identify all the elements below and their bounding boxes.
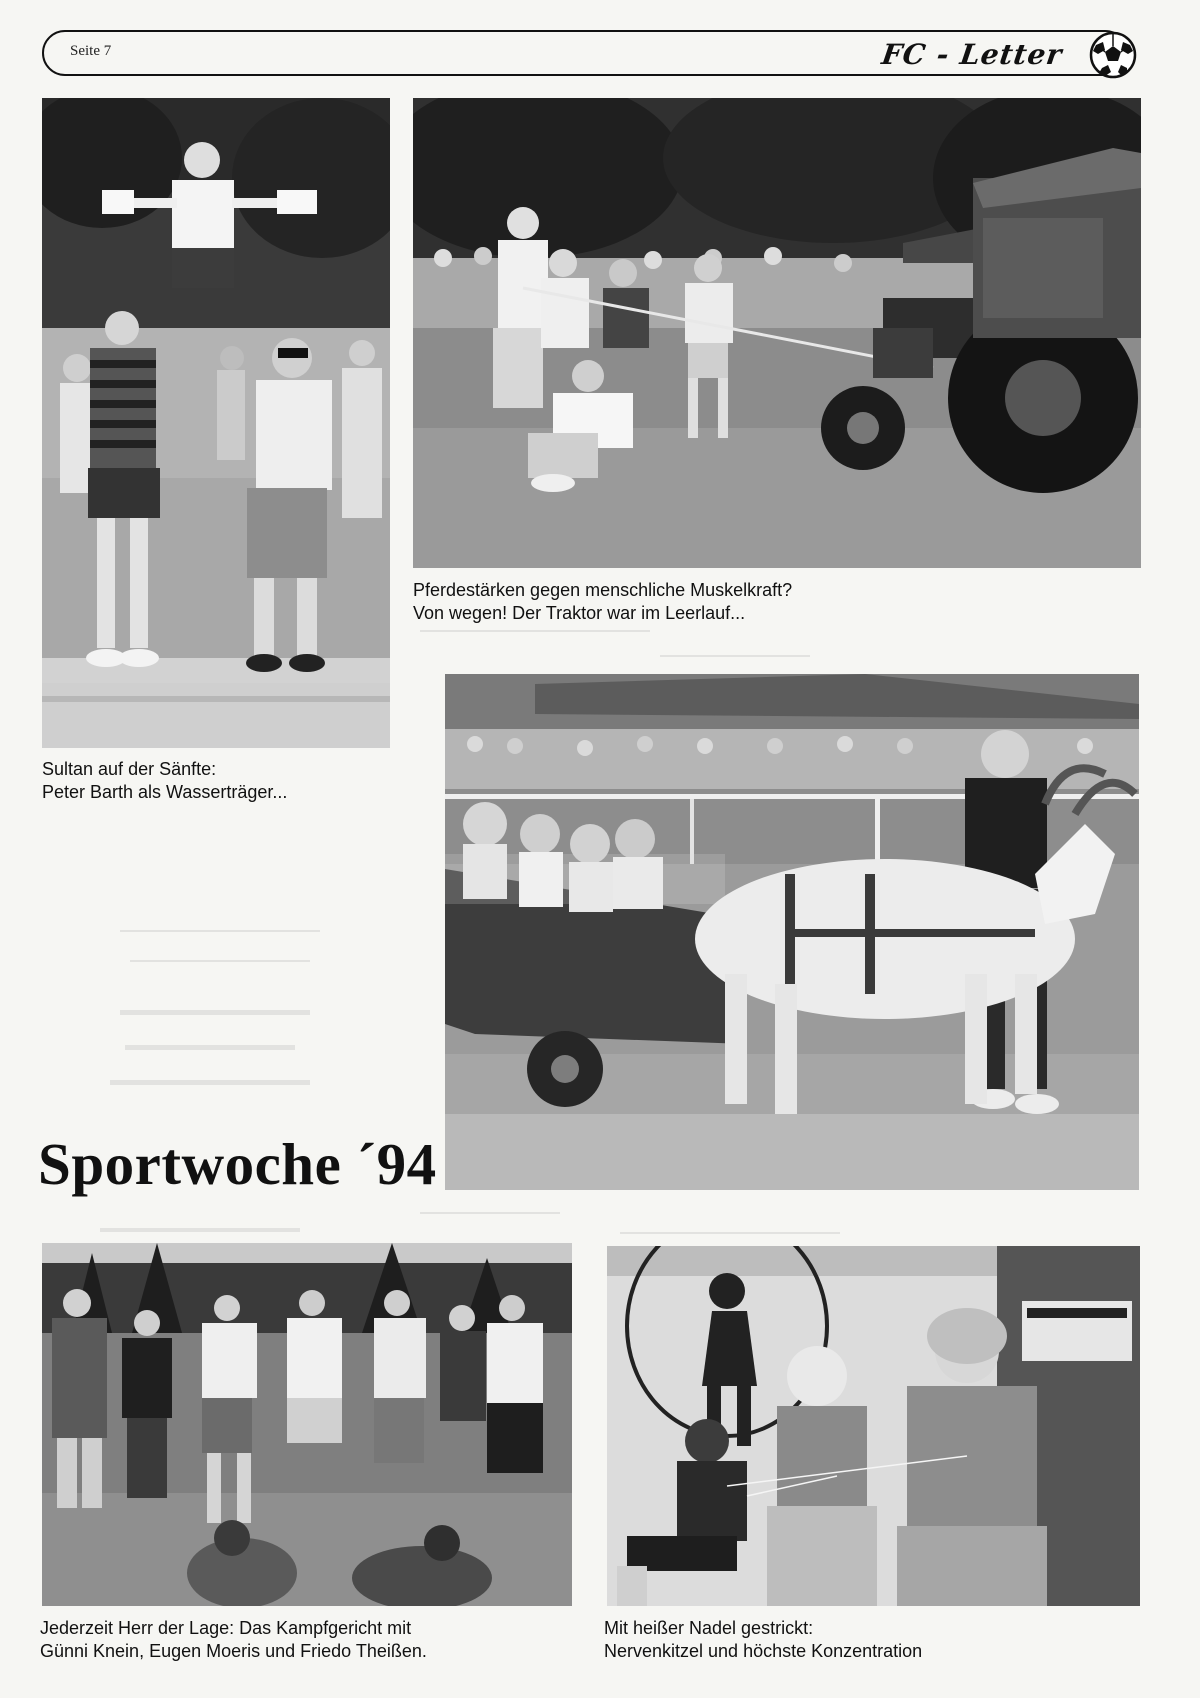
bleed-through-line [620,1232,840,1234]
bleed-through-line [125,1045,295,1050]
bleed-through-line [120,1010,310,1015]
bleed-through-line [130,960,310,962]
caption-sultan [42,758,287,804]
photo-knitting [607,1246,1140,1606]
caption-line: Nervenkitzel und höchste Konzentration [604,1641,923,1661]
bleed-through-text [150,895,156,921]
caption-line: Peter Barth als Wasserträger... [42,782,288,802]
bleed-through-line [420,1212,560,1214]
bleed-through-line [120,930,320,932]
caption-line: Sultan auf der Sänfte: [42,759,217,779]
caption-line: Pferdestärken gegen menschliche Muskelkraft? [413,580,793,600]
caption-kampfgericht [40,1617,427,1663]
caption-line: Günni Knein, Eugen Moeris und Friedo Theißen. [40,1641,427,1661]
newsletter-logo: FC - Letter [879,38,1065,71]
photo-tractor [413,98,1141,568]
photo-sultan [42,98,390,748]
page-headline: Sportwoche ´94 [38,1131,437,1197]
photo-kampfgericht [42,1243,572,1606]
photo-goat-cart [445,674,1139,1190]
caption-tractor [413,579,792,625]
soccer-ball-icon [1088,30,1138,80]
caption-line: Von wegen! Der Traktor war im Leerlauf... [413,603,746,623]
bleed-through-line [110,1080,310,1085]
bleed-through-line [420,630,650,632]
bleed-through-line [660,655,810,657]
caption-line: Mit heißer Nadel gestrickt: [604,1618,814,1638]
page-number: Seite 7 [70,43,112,59]
caption-line: Jederzeit Herr der Lage: Das Kampfgericht mit [40,1618,412,1638]
caption-knitting [604,1617,922,1663]
bleed-through-line [100,1228,300,1232]
